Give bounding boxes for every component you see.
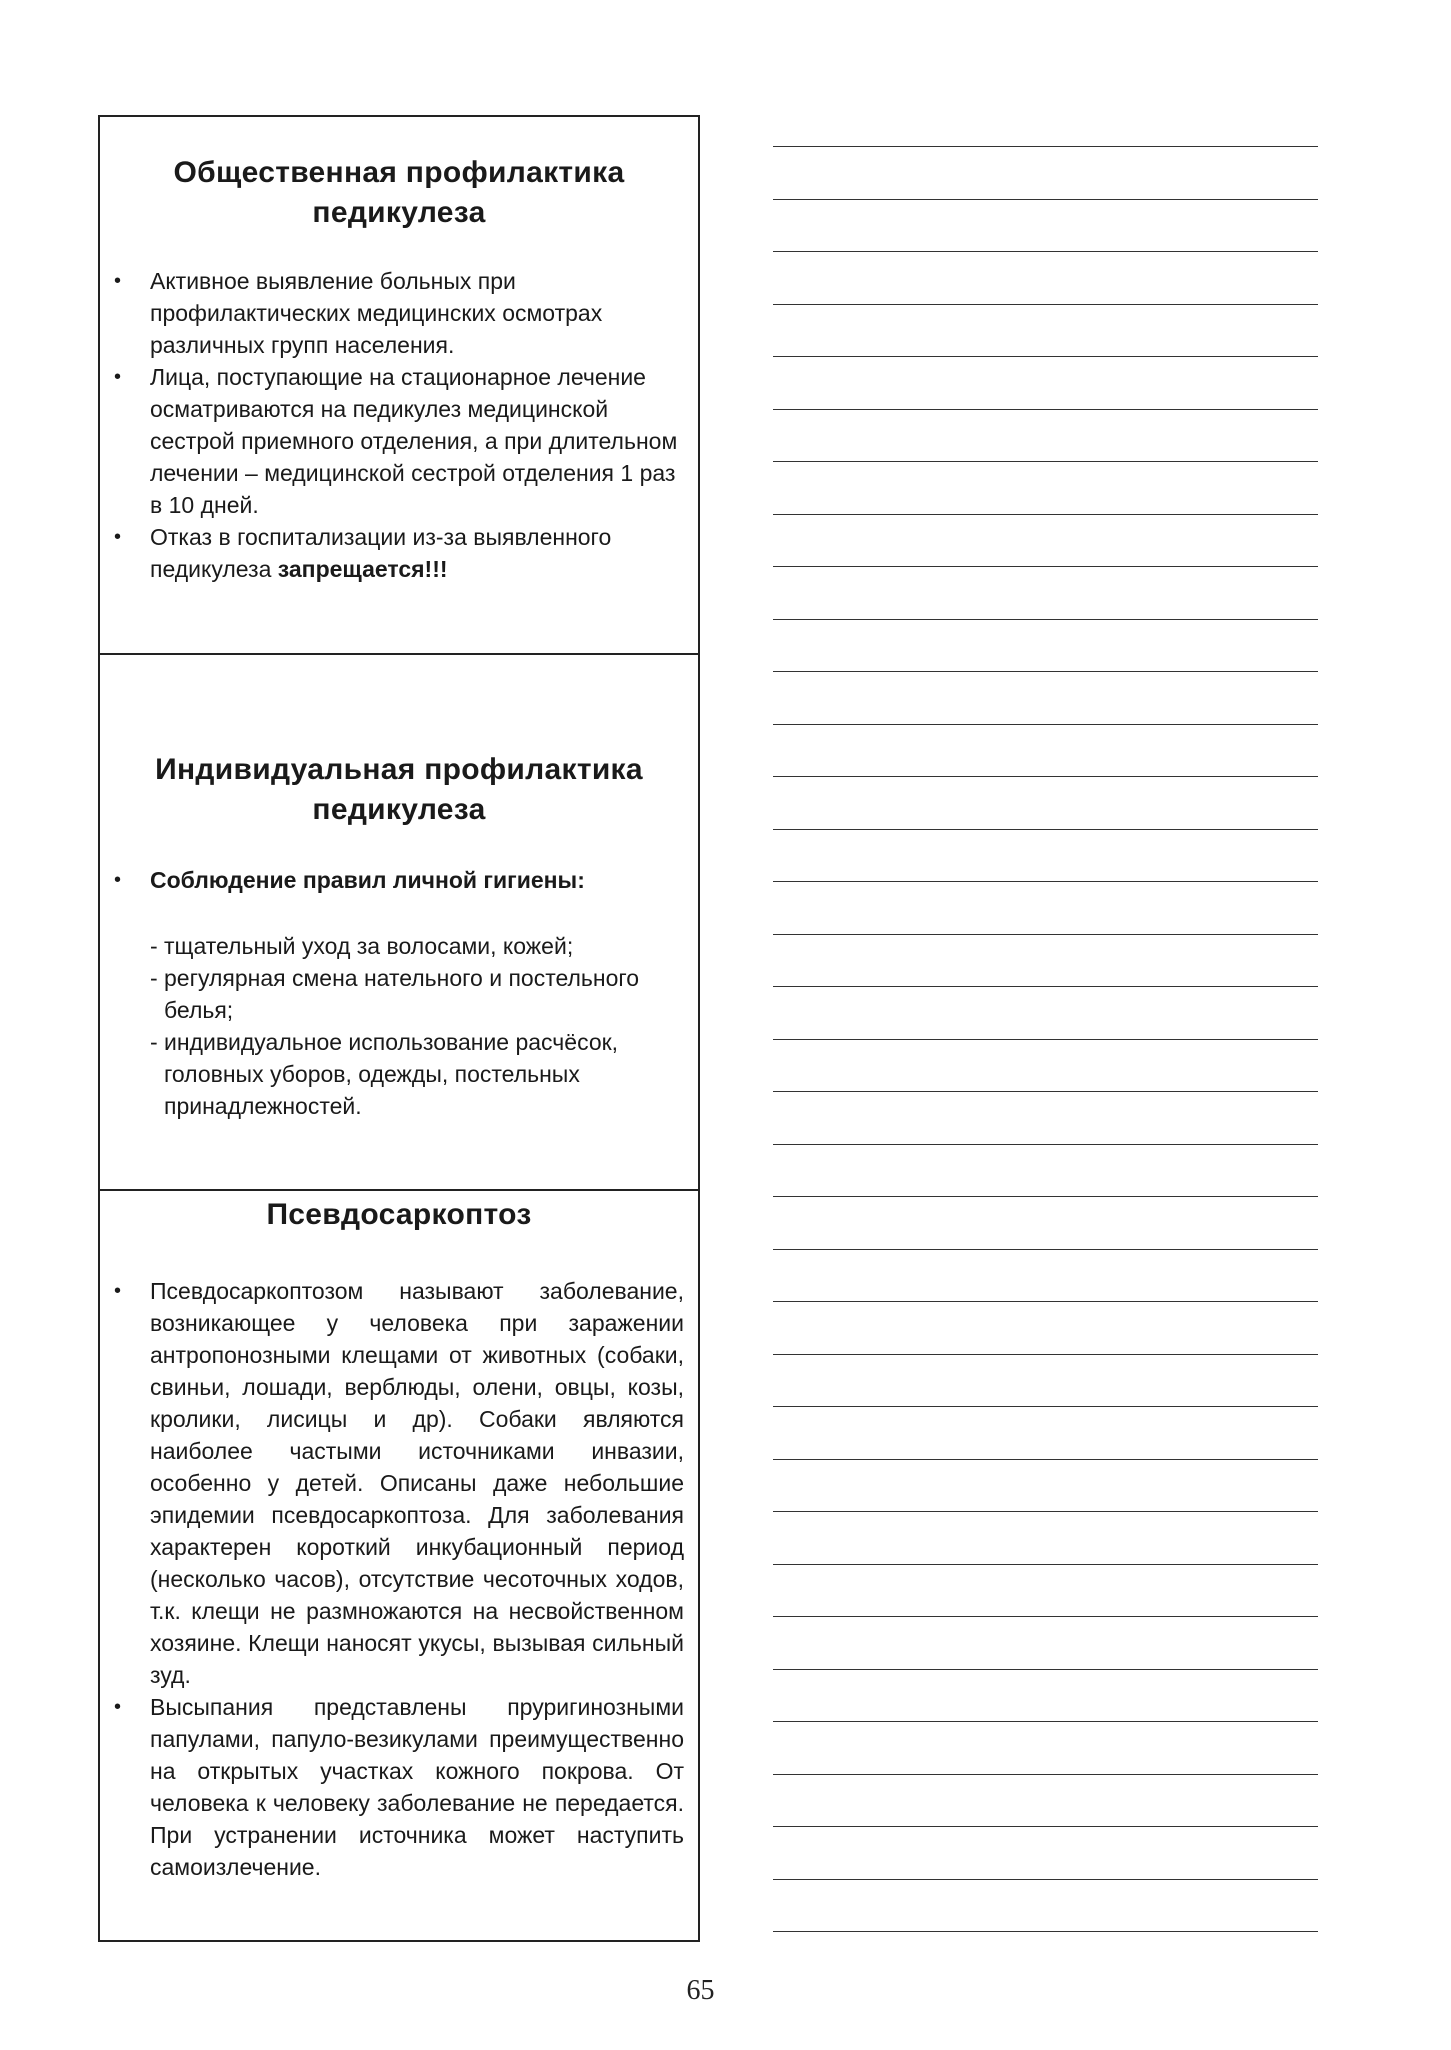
note-line <box>773 986 1318 987</box>
dash-item <box>150 1026 686 1122</box>
note-line <box>773 1669 1318 1670</box>
note-line <box>773 1826 1318 1827</box>
note-line <box>773 251 1318 252</box>
section-title: Общественная профилактика педикулеза <box>173 156 625 229</box>
section-public-prevention <box>100 117 698 653</box>
note-line <box>773 671 1318 672</box>
page-number-text: 65 <box>686 1975 715 2006</box>
content-box <box>98 115 700 1942</box>
list-item <box>100 864 698 1122</box>
note-line <box>773 461 1318 462</box>
dash-marker: - <box>150 933 158 959</box>
list-item-lead: Соблюдение правил личной гигиены: <box>150 867 585 893</box>
note-line <box>773 1196 1318 1197</box>
note-line <box>773 356 1318 357</box>
list-item <box>100 361 698 521</box>
section-individual-prevention <box>100 653 698 1189</box>
list-item <box>100 1275 698 1691</box>
list-item <box>100 265 698 361</box>
note-line <box>773 1406 1318 1407</box>
note-line <box>773 776 1318 777</box>
list-item-text: Лица, поступающие на стационарное лечение осматриваются на педикулез медицинской сестрой приемного отделения, а при длительном лечении – медицинской сестрой отделения 1 раз в 10 дней. <box>150 364 678 518</box>
notes-lines <box>773 0 1318 2050</box>
note-line <box>773 1249 1318 1250</box>
note-line <box>773 724 1318 725</box>
note-line <box>773 1879 1318 1880</box>
note-line <box>773 1091 1318 1092</box>
note-line <box>773 1144 1318 1145</box>
note-line <box>773 514 1318 515</box>
dash-item-text: регулярная смена нательного и постельного белья; <box>164 965 640 1023</box>
note-line <box>773 881 1318 882</box>
note-line <box>773 1616 1318 1617</box>
bullet-list <box>100 864 698 1122</box>
bullet-list <box>100 265 698 585</box>
note-line <box>773 1721 1318 1722</box>
dash-list <box>150 930 686 1122</box>
list-item-text: Активное выявление больных при профилактических медицинских осмотрах различных групп населения. <box>150 268 603 358</box>
dash-item <box>150 962 686 1026</box>
note-line <box>773 1301 1318 1302</box>
note-line <box>773 566 1318 567</box>
note-line <box>773 199 1318 200</box>
section-pseudosarcoptosis <box>100 1189 698 1941</box>
note-line <box>773 409 1318 410</box>
note-line <box>773 1459 1318 1460</box>
note-line <box>773 1354 1318 1355</box>
note-line <box>773 1039 1318 1040</box>
note-line <box>773 1511 1318 1512</box>
dash-item-text: индивидуальное использование расчёсок, головных уборов, одежды, постельных принадлежностей. <box>164 1029 619 1119</box>
note-line <box>773 146 1318 147</box>
bullet-list <box>100 1275 698 1883</box>
note-line <box>773 1564 1318 1565</box>
dash-item <box>150 930 686 962</box>
note-line <box>773 1774 1318 1775</box>
dash-marker: - <box>150 965 158 991</box>
list-item-text: Высыпания представлены пруригинозными папулами, папуло-везикулами преимущественно на открытых участках кожного покрова. От человека к человеку заболевание не передается. При устранении источника может наступить самоизлечение. <box>150 1694 684 1880</box>
page-number <box>0 1975 1451 2007</box>
note-line <box>773 619 1318 620</box>
list-item <box>100 1691 698 1883</box>
list-item-text: Псевдосаркоптозом называют заболевание, возникающее у человека при заражении антропонозными клещами от животных (собаки, свиньи, лошади, верблюды, олени, овцы, козы, кролики, лисицы и др). Собаки являются наиболее частыми источниками инвазии, особенно у детей. Описаны даже небольшие эпидемии псевдосаркоптоза. Для заболевания характерен короткий инкубационный период (несколько часов), отсутствие чесоточных ходов, т.к. клещи не размножаются на несвойственном хозяине. Клещи наносят укусы, вызывая сильный зуд. <box>150 1278 684 1688</box>
note-line <box>773 1931 1318 1932</box>
note-line <box>773 304 1318 305</box>
dash-item-text: тщательный уход за волосами, кожей; <box>164 933 574 959</box>
list-item-text: Отказ в госпитализации из-за выявленного педикулеза <box>150 524 612 582</box>
list-item-emphasis: запрещается!!! <box>277 556 448 582</box>
dash-marker: - <box>150 1029 158 1055</box>
note-line <box>773 829 1318 830</box>
note-line <box>773 934 1318 935</box>
list-item <box>100 521 698 585</box>
section-title: Индивидуальная профилактика педикулеза <box>155 753 643 826</box>
section-title: Псевдосаркоптоз <box>266 1198 532 1231</box>
